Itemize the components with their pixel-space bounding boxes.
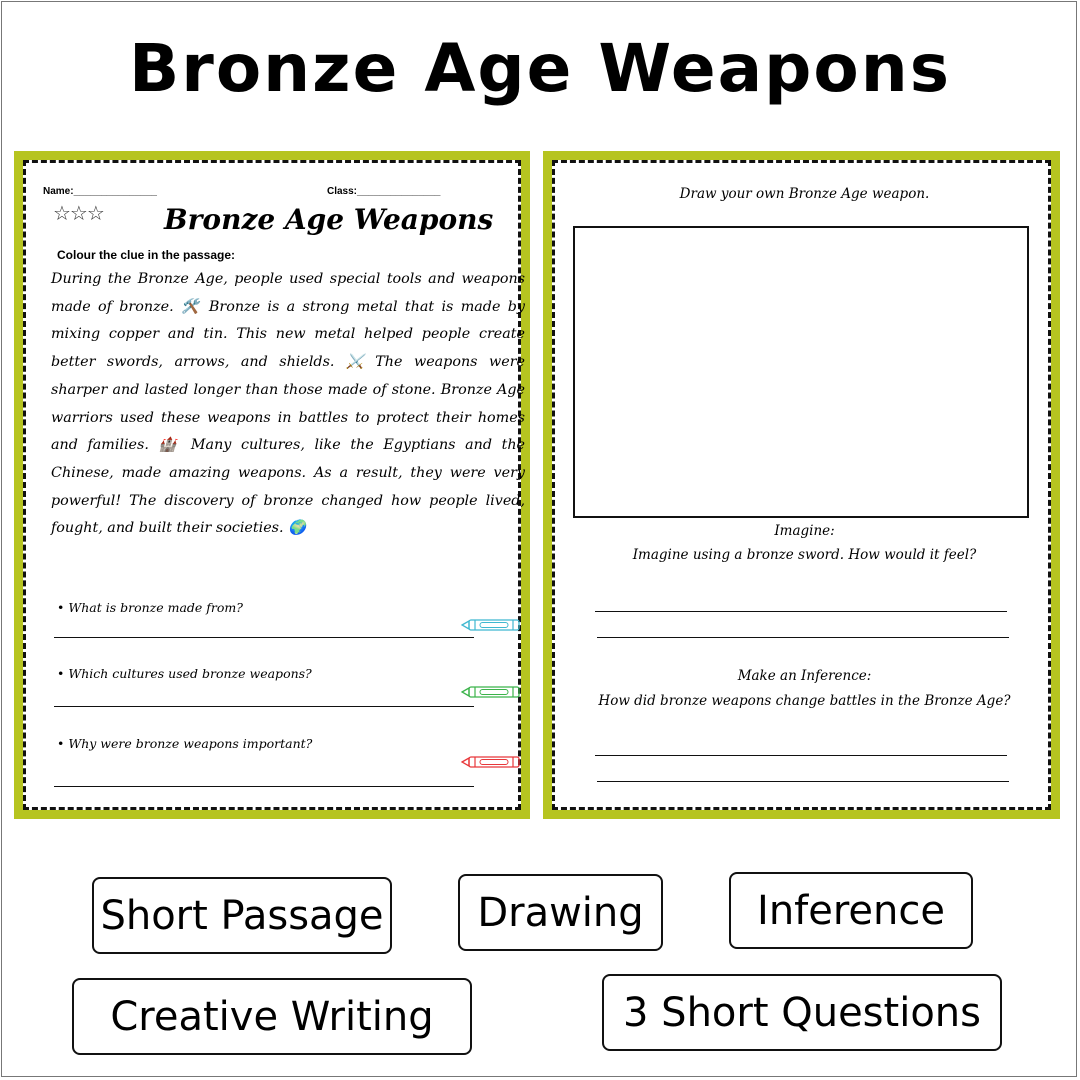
tag-inference: Inference [729,872,973,949]
worksheet-drawing-inner [552,160,1051,810]
imagine-prompt: Imagine using a bronze sword. How would it feel? [632,547,977,563]
question-3-text: Why were bronze weapons important? [68,736,313,751]
tag-creative-writing: Creative Writing [72,978,472,1055]
crayon-tip [462,758,469,766]
writing-line-3 [595,755,1007,756]
writing-line-1 [595,611,1007,612]
answer-line-1 [54,637,474,638]
crayon-label [480,690,508,695]
crayon-body [469,687,519,697]
tag-short-passage: Short Passage [92,877,392,954]
worksheet-passage-inner [23,160,525,810]
page-title: Bronze Age Weapons [128,30,951,107]
crayon-icon-red [461,754,521,770]
worksheet-passage-preview [14,151,530,819]
class-label: Class:_______________ [327,186,441,197]
question-1-text: What is bronze made from? [68,600,243,615]
worksheet-drawing-preview [543,151,1060,819]
answer-line-3 [54,786,474,787]
name-label: Name:_______________ [43,186,157,197]
tag-3-short-questions: 3 Short Questions [602,974,1002,1051]
writing-line-4 [597,781,1009,782]
crayon-tip [462,688,469,696]
crayon-tip [462,621,469,629]
instruction-text: Colour the clue in the passage: [57,248,236,262]
writing-line-2 [597,637,1009,638]
crayon-body [469,620,519,630]
question-1: • What is bronze made from? [57,600,243,615]
crayon-icon-green [461,684,521,700]
star-rating-icon: ☆☆☆ [53,201,104,225]
drawing-box [573,226,1029,518]
draw-prompt: Draw your own Bronze Age weapon. [679,186,930,202]
inference-prompt: How did bronze weapons change battles in the Bronze Age? [598,693,1011,709]
question-2-text: Which cultures used bronze weapons? [68,666,312,681]
question-3: • Why were bronze weapons important? [57,736,313,751]
crayon-label [480,760,508,765]
imagine-heading: Imagine: [774,523,835,539]
answer-line-2 [54,706,474,707]
reading-passage: During the Bronze Age, people used special tools and weapons made of bronze. 🛠️ Bronze is a strong metal that is made by mixing copper and tin. This new metal helped people create better swords, arrows, and shields. ⚔️ The weapons were sharper and lasted longer than those made of stone. Bronze Age warriors used these weapons in battles to protect their homes and families. 🏰 Many cultures, like the Egyptians and the Chinese, made amazing weapons. As a result, they were very powerful! The discovery of bronze changed how people lived, fought, and built their societies. 🌍 [51,271,525,537]
crayon-icon-blue [461,617,521,633]
crayon-body [469,757,519,767]
worksheet-title: Bronze Age Weapons [164,203,494,236]
question-2: • Which cultures used bronze weapons? [57,666,312,681]
inference-heading: Make an Inference: [737,668,872,684]
tag-drawing: Drawing [458,874,663,951]
crayon-label [480,623,508,628]
